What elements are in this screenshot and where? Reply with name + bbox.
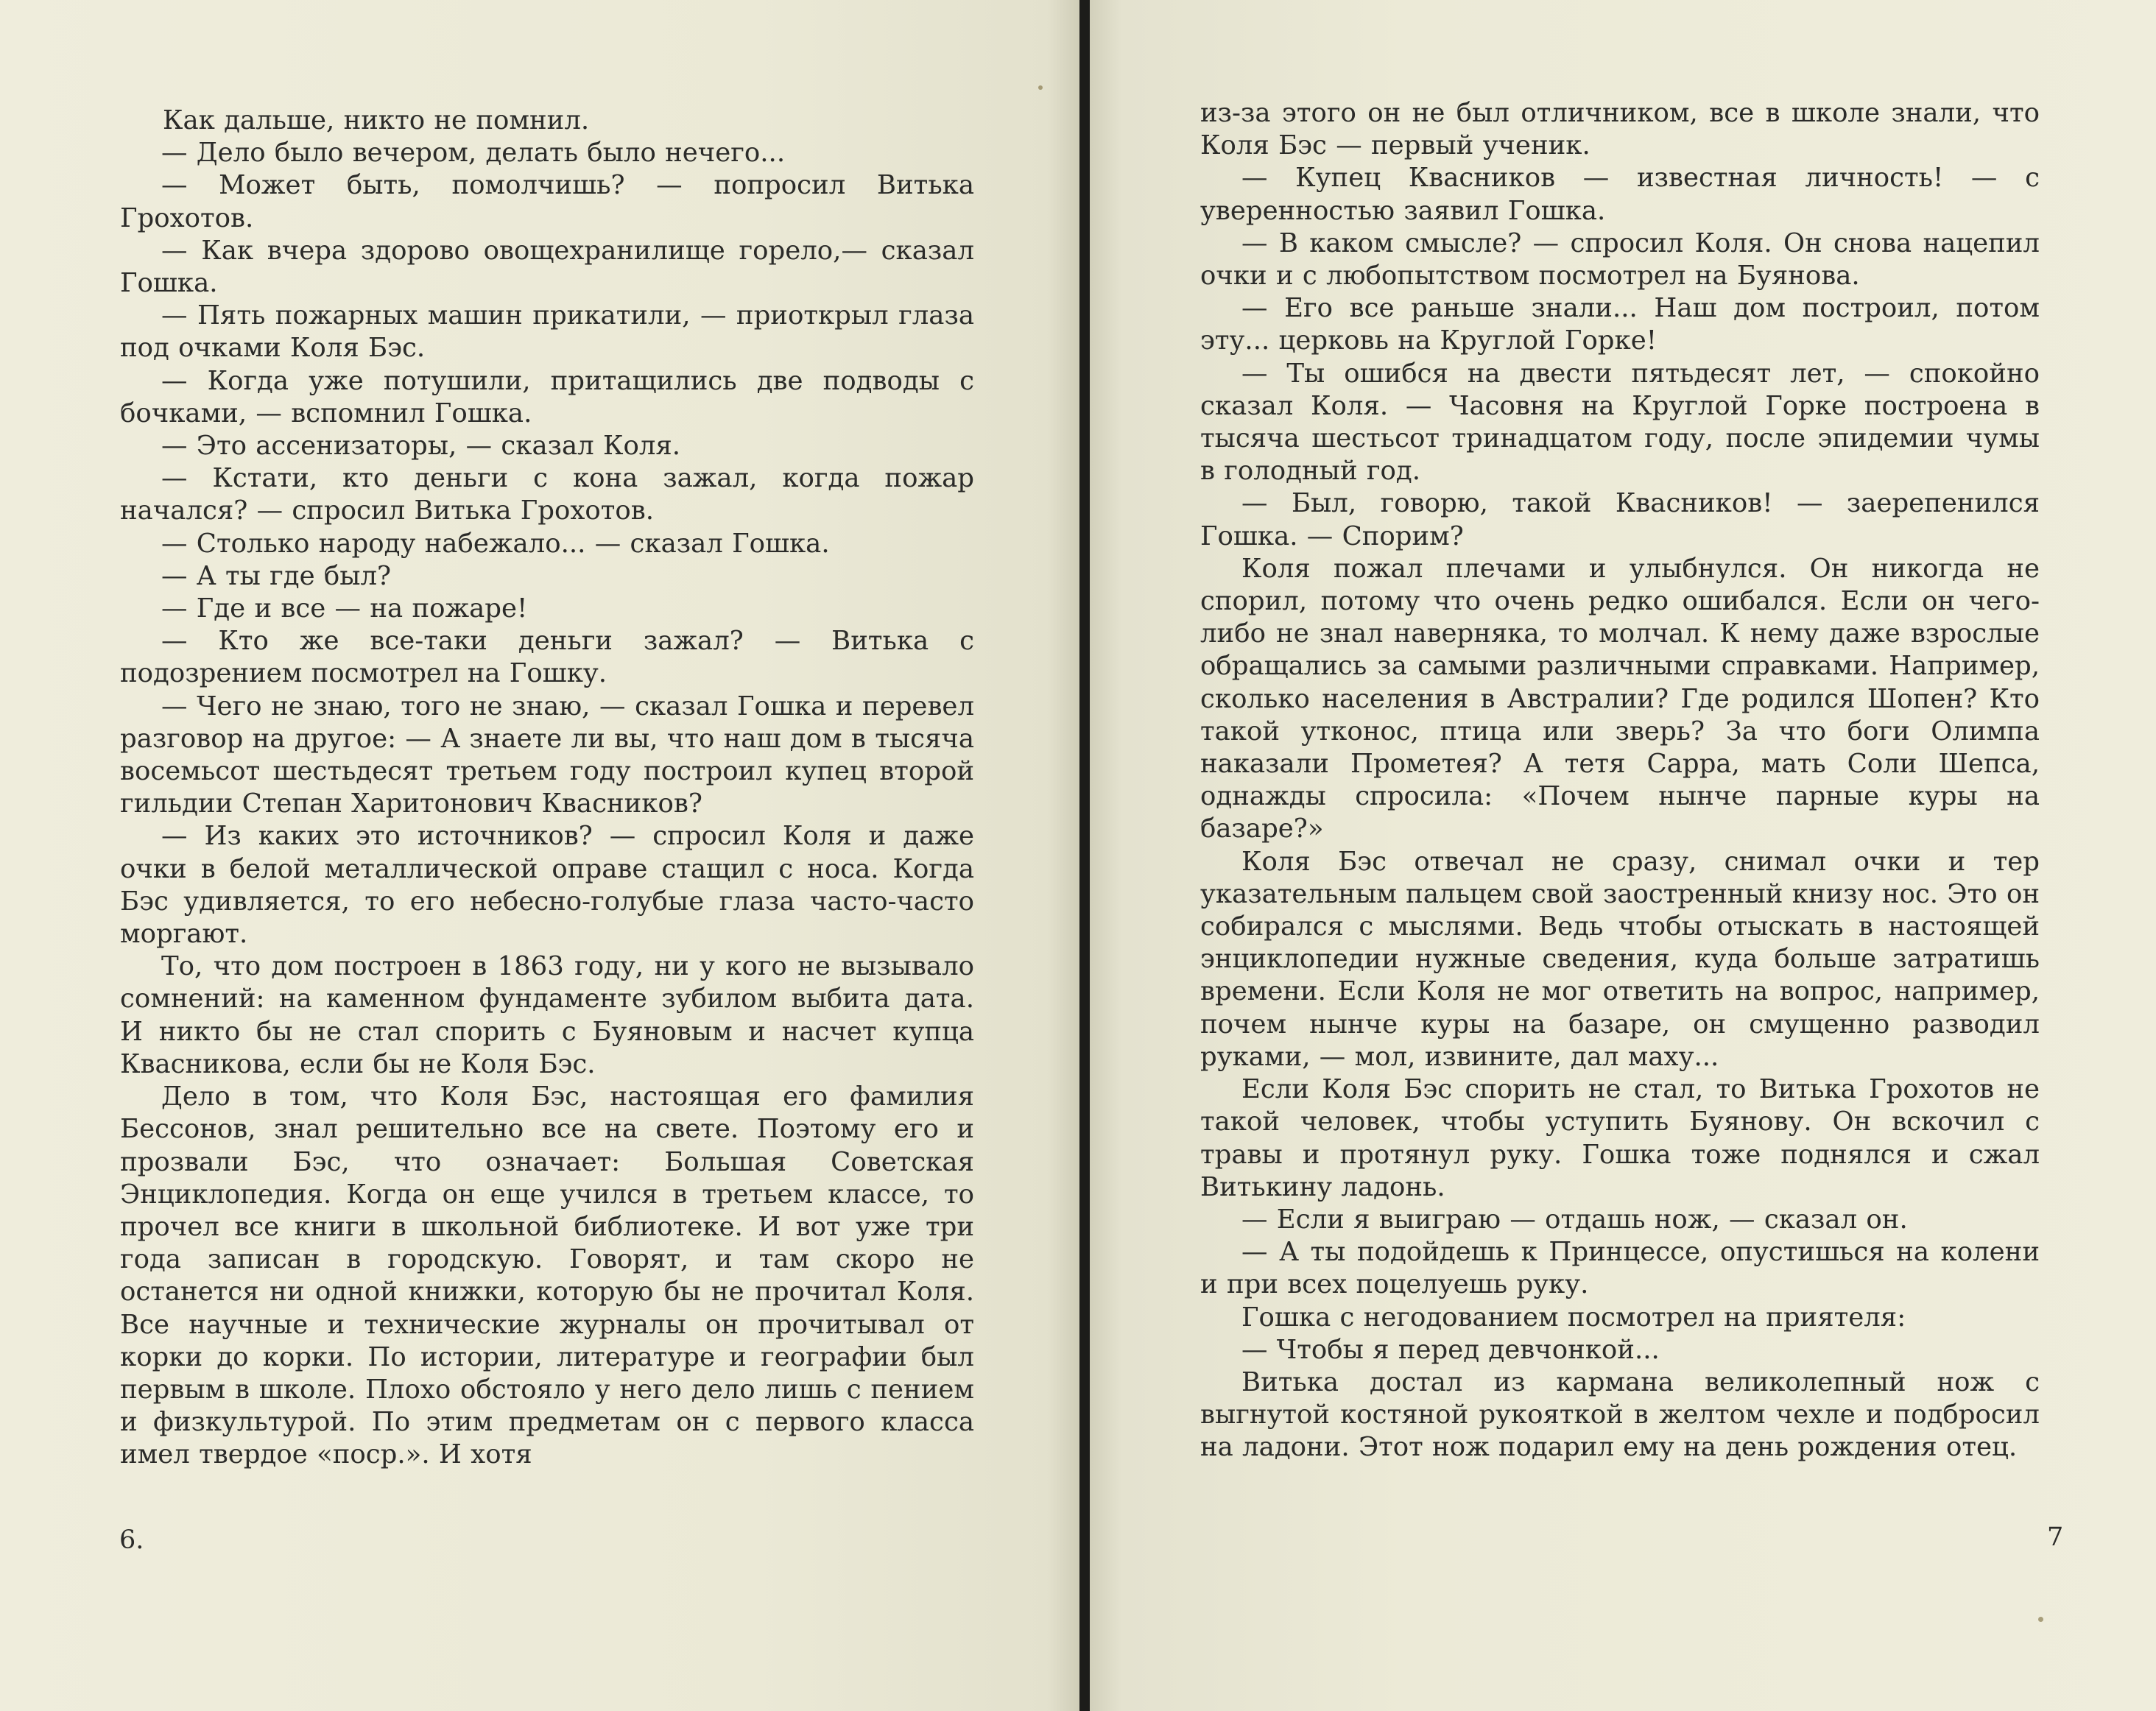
paragraph: — Когда уже потушили, притащились две подводы с бочками, — вспомнил Гошка. bbox=[120, 365, 974, 428]
paragraph: — Его все раньше знали... Наш дом построил, потом эту... церковь на Круглой Горке! bbox=[1200, 293, 2040, 356]
right-page bbox=[1090, 0, 2156, 1711]
paragraph: — Дело было вечером, делать было нечего... bbox=[161, 138, 786, 169]
paper-speck bbox=[2038, 1617, 2043, 1622]
paragraph: — А ты подойдешь к Принцессе, опустишься на колени и при всех поцелуешь руку. bbox=[1200, 1237, 2040, 1300]
paragraph: — Чего не знаю, того не знаю, — сказал Гошка и перевел разговор на другое: — А знаете ли вы, что наш дом в тысяча восемьсот шестьдесят третьем году построил купец второй гильдии Степан Харитонович Квасников? bbox=[120, 691, 974, 819]
paragraph: — Чтобы я перед девчонкой... bbox=[1241, 1334, 1660, 1365]
paragraph: Дело в том, что Коля Бэс, настоящая его фамилия Бессонов, знал решительно все на свете. Поэтому его и прозвали Бэс, что означает: Большая Советская Энциклопедия. Когда он еще учился в третьем классе, то прочел все книги в школьной библиотеке. И вот уже три года записан в городскую. Говорят, и там скоро не останется ни одной книжки, которую бы не прочитал Коля. Все научные и технические журналы он прочитывал от корки до корки. По истории, литературе и географии был первым в школе. Плохо обстояло у него дело лишь с пением и физкультурой. По этим предметам он с первого класса имел твердое «поср.». И хотя bbox=[120, 1082, 974, 1470]
paragraph: Коля Бэс отвечал не сразу, снимал очки и тер указательным пальцем свой заостренный книзу нос. Это он собирался с мыслями. Ведь чтобы отыскать в настоящей энциклопедии нужные сведения, куда больше затратишь времени. Если Коля не мог ответить на вопрос, например, почем нынче куры на базаре, он смущенно разводил руками, — мол, извините, дал маху... bbox=[1200, 846, 2040, 1072]
left-page-text bbox=[120, 105, 974, 1472]
paragraph: — Кстати, кто деньги с кона зажал, когда пожар начался? — спросил Витька Грохотов. bbox=[120, 463, 974, 526]
paragraph: — Ты ошибся на двести пятьдесят лет, — спокойно сказал Коля. — Часовня на Круглой Горке построена в тысяча шестьсот тринадцатом году, после эпидемии чумы в голодный год. bbox=[1200, 358, 2040, 487]
paragraph: — Столько народу набежало... — сказал Гошка. bbox=[161, 528, 830, 559]
paragraph: — Кто же все-таки деньги зажал? — Витька с подозрением посмотрел на Гошку. bbox=[120, 626, 974, 689]
paragraph: — А ты где был? bbox=[161, 560, 392, 591]
paragraph: — Это ассенизаторы, — сказал Коля. bbox=[161, 431, 681, 462]
page-number: 6. bbox=[119, 1525, 144, 1555]
paragraph: Коля пожал плечами и улыбнулся. Он никогда не спорил, потому что очень редко ошибался. Если он чего-либо не знал наверняка, то молчал. К нему даже взрослые обращались за самыми различными справками. Например, сколько населения в Австралии? Где родился Шопен? Кто такой утконос, птица или зверь? За что боги Олимпа наказали Прометея? А тетя Сарра, мать Соли Шепса, однажды спросила: «Почем нынче парные куры на базаре?» bbox=[1200, 553, 2040, 844]
right-page-text bbox=[1200, 97, 2040, 1464]
paragraph: — Из каких это источников? — спросил Коля и даже очки в белой металлической оправе стащил с носа. Когда Бэс удивляется, то его небесно-голубые глаза часто-часто моргают. bbox=[120, 821, 974, 950]
paper-speck bbox=[1038, 85, 1043, 90]
paragraph: Витька достал из кармана великолепный нож с выгнутой костяной рукояткой в желтом чехле и подбросил на ладони. Этот нож подарил ему на день рождения отец. bbox=[1200, 1366, 2040, 1463]
paragraph: Гошка с негодованием посмотрел на приятеля: bbox=[1241, 1302, 1906, 1333]
paragraph: — Если я выиграю — отдашь нож, — сказал он. bbox=[1241, 1204, 1908, 1235]
paragraph: То, что дом построен в 1863 году, ни у кого не вызывало сомнений: на каменном фундаменте зубилом выбита дата. И никто бы не стал спорить с Буяновым и насчет купца Квасникова, если бы не Коля Бэс. bbox=[120, 951, 974, 1079]
page-gutter bbox=[1079, 0, 1090, 1711]
paragraph: — В каком смысле? — спросил Коля. Он снова нацепил очки и с любопытством посмотрел на Буянова. bbox=[1200, 227, 2040, 292]
paragraph: Как дальше, никто не помнил. bbox=[163, 105, 590, 135]
paragraph: — Может быть, помолчишь? — попросил Витька Грохотов. bbox=[120, 170, 974, 233]
page-number: 7 bbox=[2047, 1523, 2064, 1552]
paragraph: — Пять пожарных машин прикатили, — приоткрыл глаза под очками Коля Бэс. bbox=[120, 300, 974, 364]
paragraph: — Был, говорю, такой Квасников! — заерепенился Гошка. — Спорим? bbox=[1200, 488, 2040, 551]
paragraph: — Где и все — на пожаре! bbox=[161, 593, 528, 624]
paragraph: — Как вчера здорово овощехранилище горело,— сказал Гошка. bbox=[120, 235, 974, 299]
paragraph: Если Коля Бэс спорить не стал, то Витька Грохотов не такой человек, чтобы уступить Буянову. Он вскочил с травы и протянул руку. Гошка тоже поднялся и сжал Витькину ладонь. bbox=[1200, 1074, 2040, 1202]
paragraph: — Купец Квасников — известная личность! — с уверенностью заявил Гошка. bbox=[1200, 163, 2040, 226]
paragraph: из-за этого он не был отличником, все в школе знали, что Коля Бэс — первый ученик. bbox=[1200, 98, 2040, 161]
